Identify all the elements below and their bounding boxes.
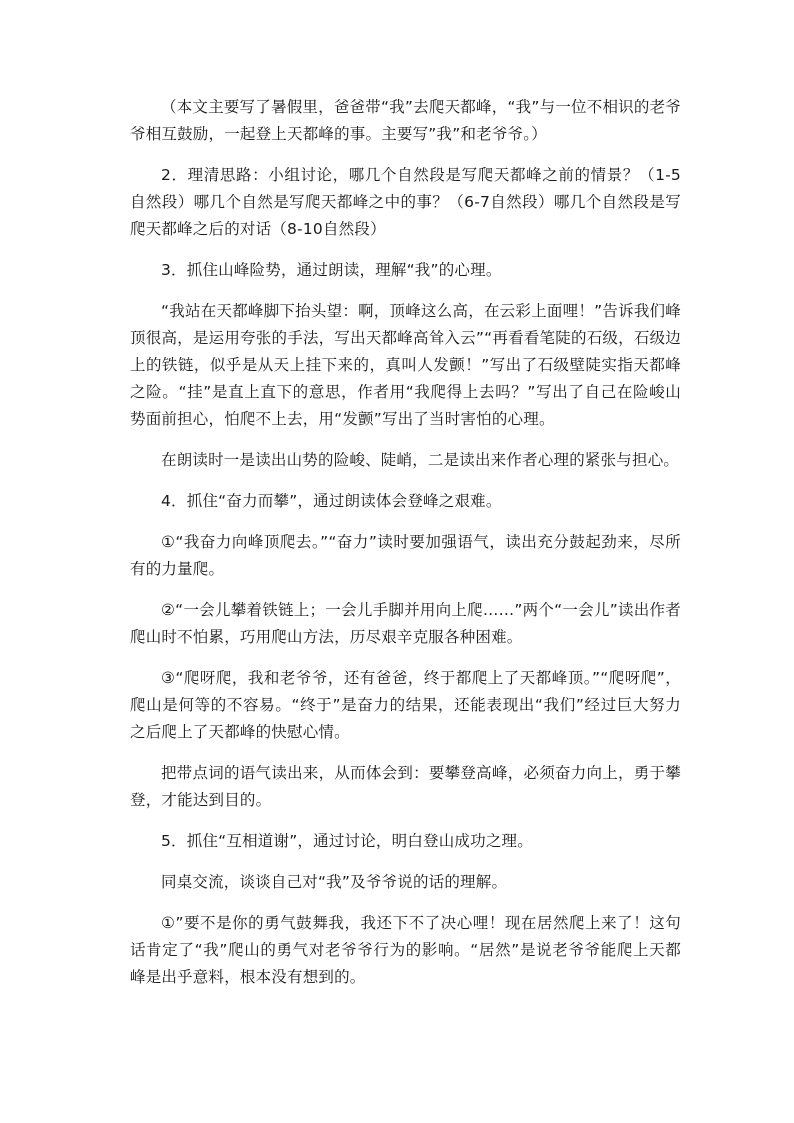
paragraph-point-3: ③“爬呀爬，我和老爷爷，还有爸爸，终于都爬上了天都峰顶。”“爬呀爬”，爬山是何等的不容易。“终于”是奋力的结果，还能表现出“我们”经过巨大努力之后爬上了天都峰的快慰心情。 <box>130 669 681 741</box>
paragraph-point-1: ①“我奋力向峰顶爬去。”“奋力”读时要加强语气，读出充分鼓起劲来，尽所有的力量爬。 <box>130 533 681 578</box>
paragraph-summary: （本文主要写了暑假里，爸爸带“我”去爬天都峰，“我”与一位不相识的老爷爷相互鼓励，一起登上天都峰的事。主要写”我”和老爷爷。） <box>130 98 681 143</box>
paragraph-quote-analysis: ①”要不是你的勇气鼓舞我，我还下不了决心哩！现在居然爬上来了！这句话肯定了“我”爬山的勇气对老爷爷行为的影响。“居然”是说老爷爷能爬上天都峰是出乎意料，根本没有想到的。 <box>130 914 681 986</box>
paragraph-summary-reading: 把带点词的语气读出来，从而体会到：要攀登高峰，必须奋力向上，勇于攀登，才能达到目的。 <box>130 764 681 809</box>
paragraph-discussion: 同桌交流，谈谈自己对“我”及爷爷说的话的理解。 <box>161 873 508 891</box>
paragraph-item-4-heading: 4．抓住“奋力而攀”，通过朗读体会登峰之艰难。 <box>161 492 502 510</box>
paragraph-item-2-structure: 2．理清思路：小组讨论，哪几个自然段是写爬天都峰之前的情景？（1-5自然段）哪几个自然是写爬天都峰之中的事？（6-7自然段）哪几个自然段是写爬天都峰之后的对话（8-10自然段） <box>130 166 681 238</box>
paragraph-item-5-heading: 5．抓住“互相道谢”，通过讨论，明白登山成功之理。 <box>161 832 533 850</box>
paragraph-point-2: ②“一会儿攀着铁链上；一会儿手脚并用向上爬……”两个“一会儿”读出作者爬山时不怕累，巧用爬山方法，历尽艰辛克服各种困难。 <box>130 601 681 646</box>
paragraph-mountain-analysis: “我站在天都峰脚下抬头望：啊，顶峰这么高，在云彩上面哩！”告诉我们峰顶很高，是运用夸张的手法，写出天都峰高耸入云”“再看看笔陡的石级，石级边上的铁链，似乎是从天上挂下来的，真叫人发颤！”写出了石级壁陡实指天都峰之险。“挂”是直上直下的意思，作者用“我爬得上去吗？”写出了自己在险峻山势面前担心，怕爬不上去，用“发颤”写出了当时害怕的心理。 <box>130 302 681 428</box>
paragraph-item-3-heading: 3．抓住山峰险势，通过朗读，理解“我”的心理。 <box>161 261 502 279</box>
paragraph-reading-tip: 在朗读时一是读出山势的险峻、陡峭，二是读出来作者心理的紧张与担心。 <box>161 451 680 469</box>
